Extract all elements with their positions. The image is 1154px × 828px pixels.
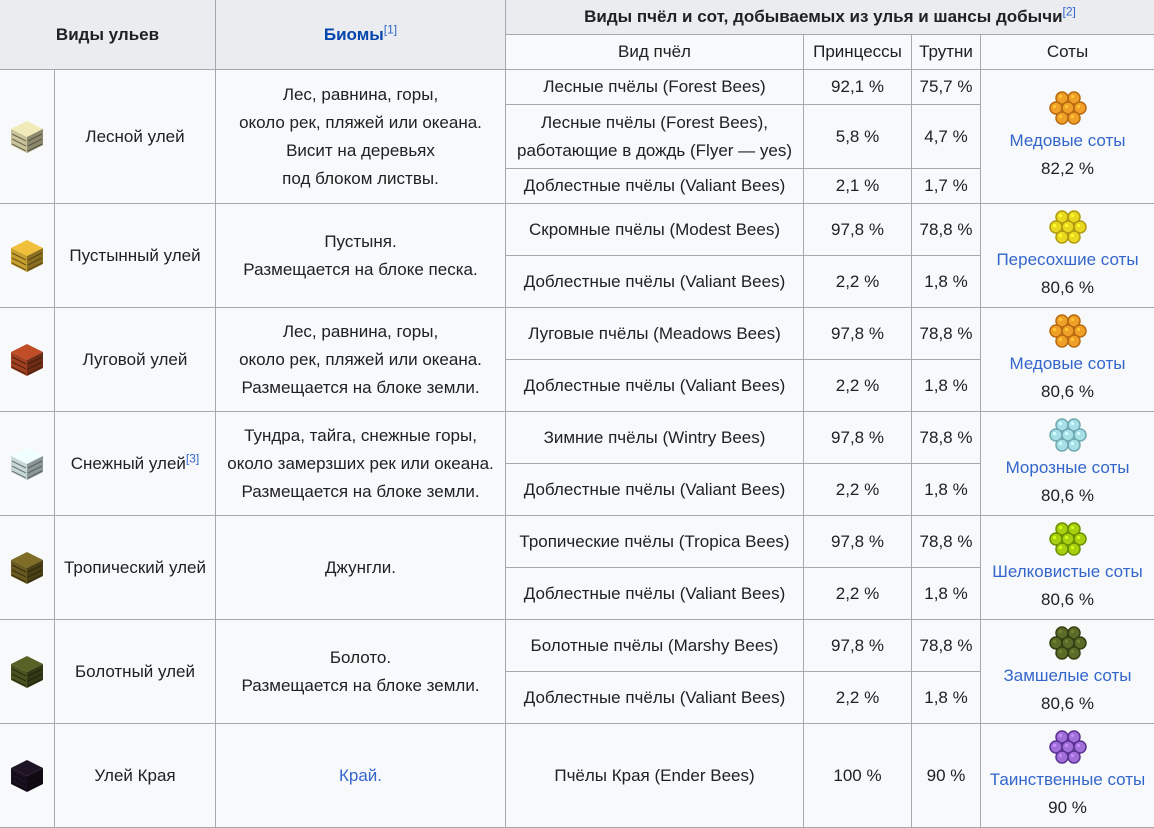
hive-name-text: Болотный улей bbox=[75, 662, 195, 681]
honey-comb-icon bbox=[1048, 314, 1088, 348]
bee-type bbox=[506, 360, 804, 412]
comb-chance: 80,6 % bbox=[985, 586, 1150, 614]
mossy-comb-icon bbox=[1048, 626, 1088, 660]
biome-line: около рек, пляжей или океана. bbox=[239, 350, 482, 369]
hive-ref-link[interactable]: [3] bbox=[186, 451, 199, 465]
header-bee-type: Вид пчёл bbox=[506, 35, 804, 70]
drone-chance: 1,7 % bbox=[912, 169, 981, 204]
hive-name-text: Улей Края bbox=[94, 766, 175, 785]
hive-name bbox=[55, 308, 216, 412]
comb-cell bbox=[981, 724, 1154, 828]
drone-chance: 1,8 % bbox=[912, 464, 981, 516]
comb-chance: 80,6 % bbox=[985, 482, 1150, 510]
princess-chance: 2,2 % bbox=[804, 568, 912, 620]
comb-cell bbox=[981, 516, 1154, 620]
bee-type-line: Скромные пчёлы (Modest Bees) bbox=[529, 220, 780, 239]
biome-description bbox=[216, 70, 506, 204]
drops-ref-link[interactable]: [2] bbox=[1063, 4, 1076, 18]
table-row bbox=[0, 724, 1154, 828]
hive-name-text: Снежный улей bbox=[71, 454, 186, 473]
comb-chance: 80,6 % bbox=[985, 690, 1150, 718]
comb-chance: 80,6 % bbox=[985, 378, 1150, 406]
drone-chance: 78,8 % bbox=[912, 620, 981, 672]
table-row bbox=[0, 308, 1154, 360]
comb-link[interactable]: Пересохшие соты bbox=[985, 246, 1150, 274]
biome-line: Размещается на блоке земли. bbox=[241, 378, 479, 397]
comb-link[interactable]: Замшелые соты bbox=[985, 662, 1150, 690]
biome-description bbox=[216, 308, 506, 412]
princess-chance: 97,8 % bbox=[804, 204, 912, 256]
biome-line: Размещается на блоке земли. bbox=[241, 676, 479, 695]
comb-link[interactable]: Морозные соты bbox=[985, 454, 1150, 482]
hive-name bbox=[55, 620, 216, 724]
header-drops: Виды пчёл и сот, добываемых из улья и шансы добычи[2] bbox=[506, 0, 1154, 35]
forest-hive-icon bbox=[9, 119, 45, 155]
biome-line: Лес, равнина, горы, bbox=[283, 322, 438, 341]
frozen-comb-icon bbox=[1048, 418, 1088, 452]
table-row bbox=[0, 412, 1154, 464]
hive-name bbox=[55, 724, 216, 828]
biome-description bbox=[216, 412, 506, 516]
princess-chance: 92,1 % bbox=[804, 70, 912, 105]
meadows-hive-icon bbox=[9, 342, 45, 378]
ender-hive-icon bbox=[9, 758, 45, 794]
comb-cell bbox=[981, 412, 1154, 516]
princess-chance: 2,2 % bbox=[804, 256, 912, 308]
bee-type-line: Доблестные пчёлы (Valiant Bees) bbox=[524, 272, 785, 291]
drone-chance: 78,8 % bbox=[912, 516, 981, 568]
princess-chance: 100 % bbox=[804, 724, 912, 828]
bee-type bbox=[506, 672, 804, 724]
princess-chance: 2,1 % bbox=[804, 169, 912, 204]
drone-chance: 1,8 % bbox=[912, 568, 981, 620]
princess-chance: 97,8 % bbox=[804, 412, 912, 464]
bee-type bbox=[506, 256, 804, 308]
comb-cell bbox=[981, 620, 1154, 724]
comb-cell bbox=[981, 308, 1154, 412]
princess-chance: 97,8 % bbox=[804, 516, 912, 568]
comb-link[interactable]: Шелковистые соты bbox=[985, 558, 1150, 586]
bee-type bbox=[506, 70, 804, 105]
biome-description bbox=[216, 516, 506, 620]
parched-comb-icon bbox=[1048, 210, 1088, 244]
bee-type bbox=[506, 204, 804, 256]
comb-chance: 82,2 % bbox=[985, 155, 1150, 183]
bee-type-line: Доблестные пчёлы (Valiant Bees) bbox=[524, 480, 785, 499]
bee-type bbox=[506, 568, 804, 620]
princess-chance: 97,8 % bbox=[804, 620, 912, 672]
bee-type-line: Доблестные пчёлы (Valiant Bees) bbox=[524, 584, 785, 603]
biome-line: Размещается на блоке песка. bbox=[243, 260, 477, 279]
comb-chance: 80,6 % bbox=[985, 274, 1150, 302]
hive-icon-cell bbox=[0, 70, 55, 204]
drone-chance: 4,7 % bbox=[912, 105, 981, 169]
biome-description bbox=[216, 620, 506, 724]
comb-link[interactable]: Медовые соты bbox=[985, 350, 1150, 378]
drone-chance: 90 % bbox=[912, 724, 981, 828]
comb-link[interactable]: Таинственные соты bbox=[985, 766, 1150, 794]
biome-line: Тундра, тайга, снежные горы, bbox=[244, 426, 477, 445]
hive-icon-cell bbox=[0, 308, 55, 412]
hive-name bbox=[55, 412, 216, 516]
header-princesses: Принцессы bbox=[804, 35, 912, 70]
hive-name bbox=[55, 516, 216, 620]
desert-hive-icon bbox=[9, 238, 45, 274]
bee-type-line: Пчёлы Края (Ender Bees) bbox=[554, 766, 754, 785]
drone-chance: 78,8 % bbox=[912, 412, 981, 464]
bee-type-line: Зимние пчёлы (Wintry Bees) bbox=[544, 428, 766, 447]
table-row bbox=[0, 620, 1154, 672]
hive-icon-cell bbox=[0, 724, 55, 828]
bee-type-line: Лесные пчёлы (Forest Bees), bbox=[541, 113, 768, 132]
bee-type bbox=[506, 412, 804, 464]
princess-chance: 97,8 % bbox=[804, 308, 912, 360]
table-body bbox=[0, 70, 1154, 828]
bee-type-line: Лесные пчёлы (Forest Bees) bbox=[543, 77, 765, 96]
header-biomes bbox=[216, 0, 506, 70]
hive-name-text: Тропический улей bbox=[64, 558, 206, 577]
biome-line: Джунгли. bbox=[325, 558, 396, 577]
bee-type bbox=[506, 620, 804, 672]
drone-chance: 78,8 % bbox=[912, 204, 981, 256]
comb-link[interactable]: Медовые соты bbox=[985, 127, 1150, 155]
drone-chance: 78,8 % bbox=[912, 308, 981, 360]
bee-type-line: Болотные пчёлы (Marshy Bees) bbox=[531, 636, 779, 655]
hive-icon-cell bbox=[0, 516, 55, 620]
hive-name bbox=[55, 70, 216, 204]
drone-chance: 1,8 % bbox=[912, 360, 981, 412]
silky-comb-icon bbox=[1048, 522, 1088, 556]
bee-type-line: Луговые пчёлы (Meadows Bees) bbox=[528, 324, 781, 343]
tropical-hive-icon bbox=[9, 550, 45, 586]
biome-line: Пустыня. bbox=[324, 232, 396, 251]
bee-type-line: Тропические пчёлы (Tropica Bees) bbox=[519, 532, 789, 551]
bee-type bbox=[506, 105, 804, 169]
biome-description bbox=[216, 724, 506, 828]
bee-type-line: работающие в дождь (Flyer — yes) bbox=[517, 141, 792, 160]
biome-line: Размещается на блоке земли. bbox=[241, 482, 479, 501]
header-hive-types: Виды ульев bbox=[0, 0, 216, 70]
biome-line: под блоком листвы. bbox=[282, 169, 439, 188]
comb-cell bbox=[981, 204, 1154, 308]
hive-name-text: Луговой улей bbox=[83, 350, 188, 369]
snow-hive-icon bbox=[9, 446, 45, 482]
biome-link[interactable]: Край. bbox=[339, 766, 382, 785]
comb-chance: 90 % bbox=[985, 794, 1150, 822]
marshy-hive-icon bbox=[9, 654, 45, 690]
mysterious-comb-icon bbox=[1048, 730, 1088, 764]
princess-chance: 2,2 % bbox=[804, 360, 912, 412]
hive-icon-cell bbox=[0, 412, 55, 516]
bee-type-line: Доблестные пчёлы (Valiant Bees) bbox=[524, 688, 785, 707]
bee-type bbox=[506, 724, 804, 828]
bee-type bbox=[506, 169, 804, 204]
princess-chance: 2,2 % bbox=[804, 464, 912, 516]
biome-description bbox=[216, 204, 506, 308]
table-row bbox=[0, 204, 1154, 256]
princess-chance: 5,8 % bbox=[804, 105, 912, 169]
drone-chance: 1,8 % bbox=[912, 256, 981, 308]
biome-line: Висит на деревьях bbox=[286, 141, 435, 160]
biomes-link[interactable]: Биомы bbox=[324, 25, 384, 44]
bee-type-line: Доблестные пчёлы (Valiant Bees) bbox=[524, 176, 785, 195]
biome-line: около замерзших рек или океана. bbox=[227, 454, 494, 473]
hive-name-text: Пустынный улей bbox=[69, 246, 200, 265]
hive-icon-cell bbox=[0, 620, 55, 724]
header-combs: Соты bbox=[981, 35, 1154, 70]
hive-name bbox=[55, 204, 216, 308]
honey-comb-icon bbox=[1048, 91, 1088, 125]
bee-type bbox=[506, 516, 804, 568]
comb-cell bbox=[981, 70, 1154, 204]
princess-chance: 2,2 % bbox=[804, 672, 912, 724]
biome-line: Болото. bbox=[330, 648, 391, 667]
biome-line: Лес, равнина, горы, bbox=[283, 85, 438, 104]
bee-type bbox=[506, 464, 804, 516]
hive-icon-cell bbox=[0, 204, 55, 308]
bee-type-line: Доблестные пчёлы (Valiant Bees) bbox=[524, 376, 785, 395]
drone-chance: 1,8 % bbox=[912, 672, 981, 724]
header-drones: Трутни bbox=[912, 35, 981, 70]
hive-name-text: Лесной улей bbox=[85, 127, 184, 146]
table-row bbox=[0, 516, 1154, 568]
biome-line: около рек, пляжей или океана. bbox=[239, 113, 482, 132]
table-row bbox=[0, 70, 1154, 105]
biomes-ref-link[interactable]: [1] bbox=[384, 22, 397, 36]
drone-chance: 75,7 % bbox=[912, 70, 981, 105]
bee-type bbox=[506, 308, 804, 360]
